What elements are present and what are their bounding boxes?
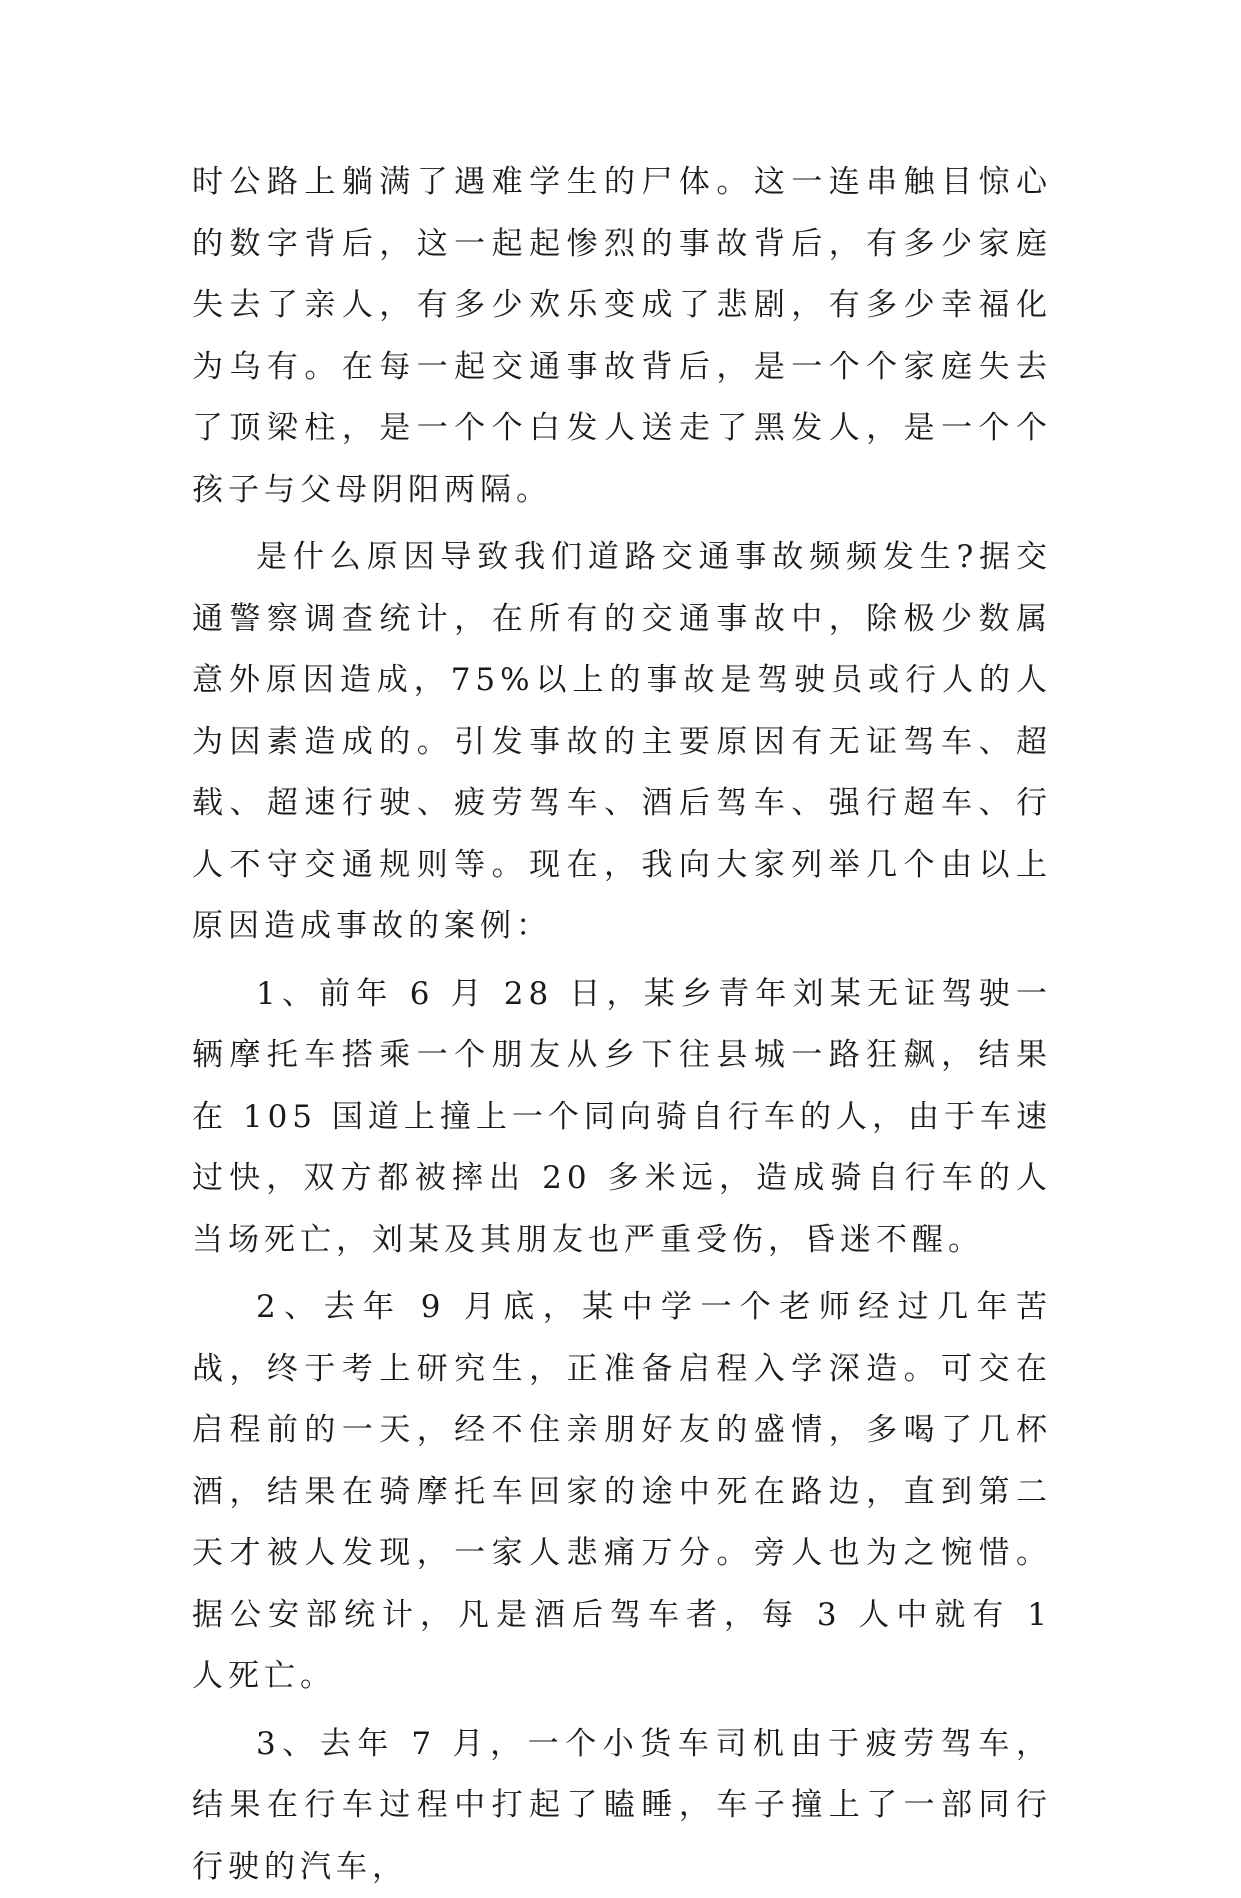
paragraph-case-2: 2、去年 9 月底，某中学一个老师经过几年苦战，终于考上研究生，正准备启程入学深造。可交在启程前的一天，经不住亲朋好友的盛情，多喝了几杯酒，结果在骑摩托车回家的途中死在路边，直到第二天才被人发现，一家人悲痛万分。旁人也为之惋惜。据公安部统计，凡是酒后驾车者，每 3 人中就有 1 人死亡。 [192, 1277, 1052, 1708]
paragraph-causes: 是什么原因导致我们道路交通事故频频发生?据交通警察调查统计，在所有的交通事故中，除极少数属意外原因造成，75%以上的事故是驾驶员或行人的人为因素造成的。引发事故的主要原因有无证驾车、超载、超速行驶、疲劳驾车、酒后驾车、强行超车、行人不守交通规则等。现在，我向大家列举几个由以上原因造成事故的案例： [192, 527, 1052, 958]
paragraph-case-3: 3、去年 7 月，一个小货车司机由于疲劳驾车，结果在行车过程中打起了瞌睡，车子撞上了一部同行行驶的汽车， [192, 1714, 1052, 1898]
paragraph-continuation: 时公路上躺满了遇难学生的尸体。这一连串触目惊心的数字背后，这一起起惨烈的事故背后，有多少家庭失去了亲人，有多少欢乐变成了悲剧，有多少幸福化为乌有。在每一起交通事故背后，是一个个家庭失去了顶梁柱，是一个个白发人送走了黑发人，是一个个孩子与父母阴阳两隔。 [192, 152, 1052, 521]
paragraph-case-1: 1、前年 6 月 28 日，某乡青年刘某无证驾驶一辆摩托车搭乘一个朋友从乡下往县城一路狂飙，结果在 105 国道上撞上一个同向骑自行车的人，由于车速过快，双方都被摔出 20 多米远，造成骑自行车的人当场死亡，刘某及其朋友也严重受伤，昏迷不醒。 [192, 964, 1052, 1272]
document-body [192, 152, 1052, 1898]
